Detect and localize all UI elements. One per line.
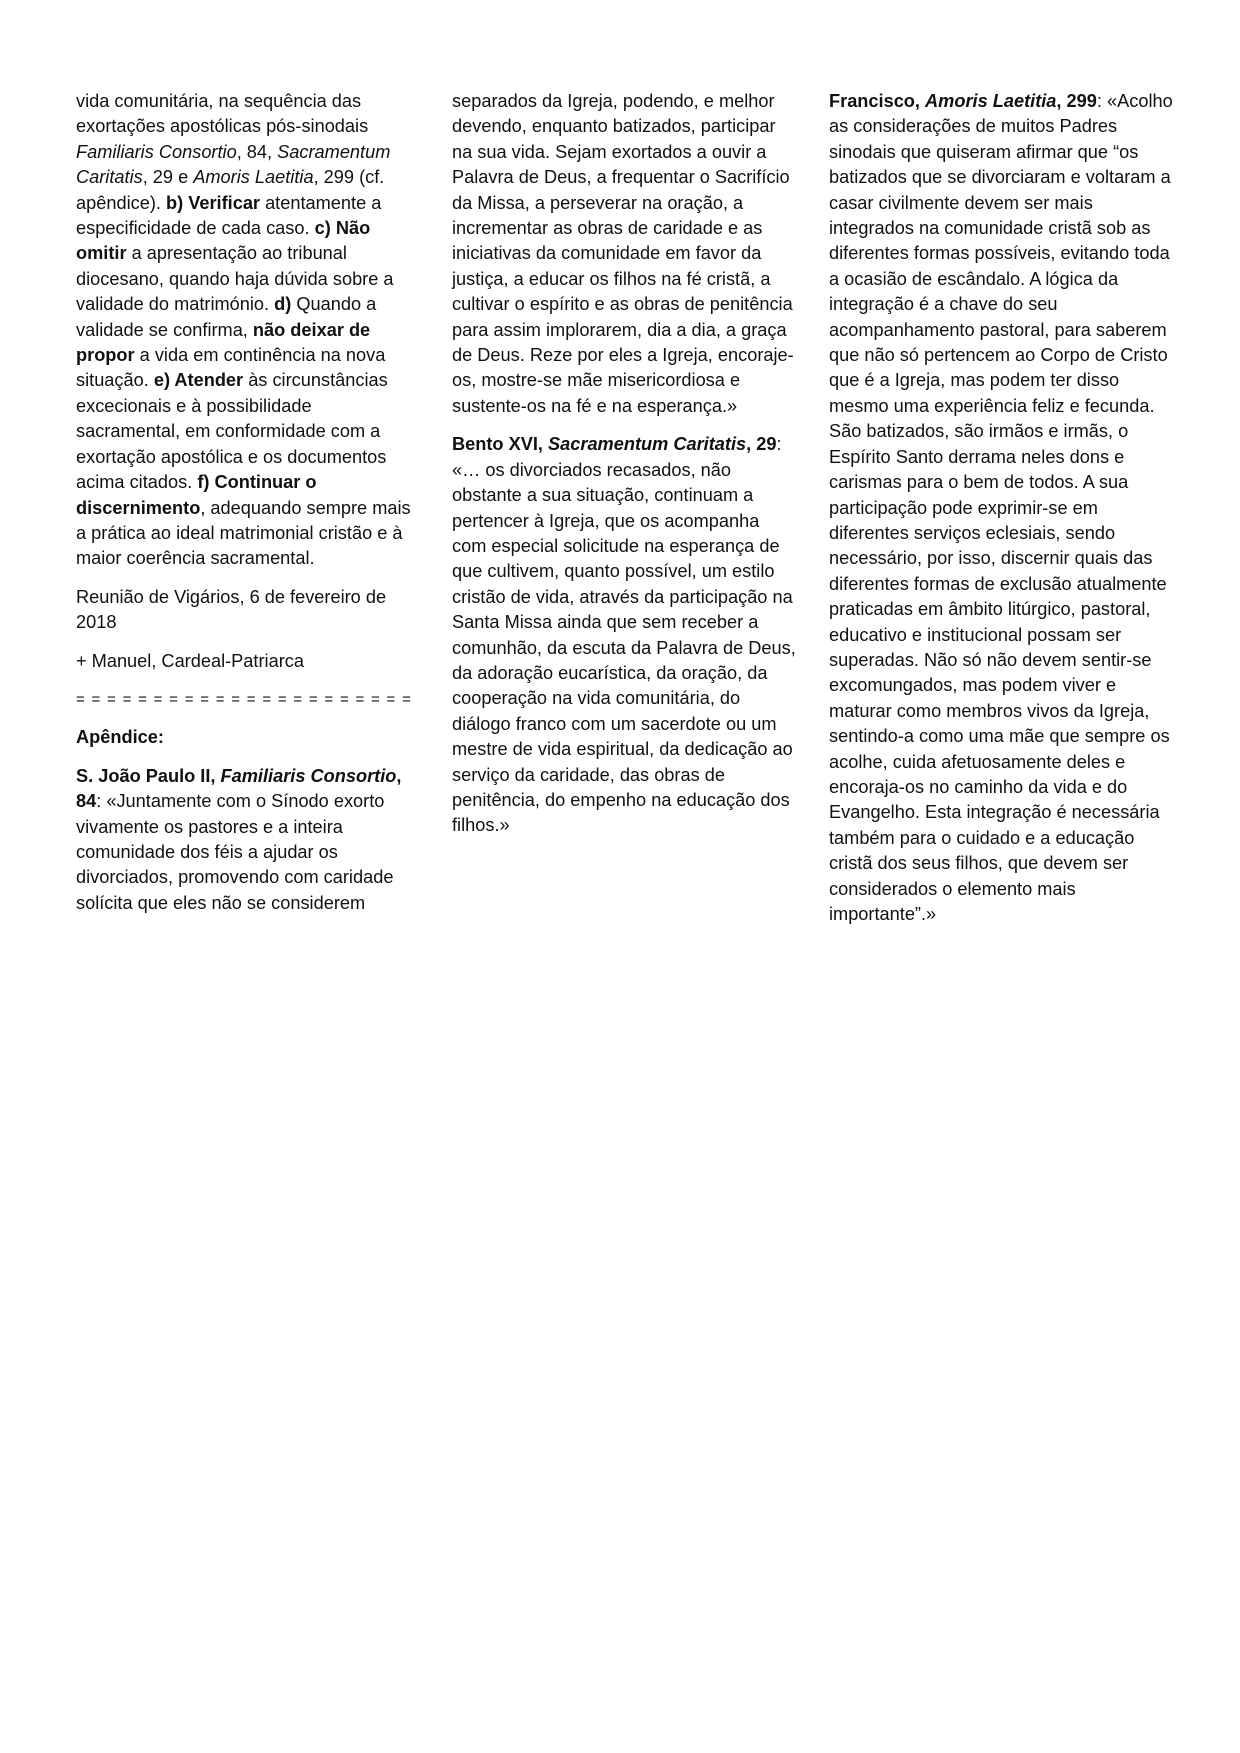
text: vida comunitária, na sequência das exortações apostólicas pós-sinodais (76, 91, 369, 137)
date-line: Reunião de Vigários, 6 de fevereiro de 2018 (76, 586, 387, 633)
point-d-text: a vida em continência na nova situação. (76, 345, 386, 391)
citation-quote: «Acolho as considerações de muitos Padres sinodais que quiseram afirmar que “os batizados que se divorciaram e voltaram a casar civilmente devem ser mais integrados na comunidade cristã sob as diferentes formas possíveis, evitando toda a ocasião de escândalo. A lógica da integração é a chave do seu acompanhamento pastoral, para saberem que não só pertencem ao Corpo de Cristo que é a Igreja, mas podem ter disso mesmo uma experiência feliz e fecunda. São batizados, são irmãos e irmãs, o Espírito Santo derrama neles dons e carismas para o bem de todos. A sua participação pode exprimir-se em diferentes serviços eclesiais, sendo necessário, por isso, discernir quais das diferentes formas de exclusão atualmente praticadas em âmbito litúrgico, pastoral, educativo e institucional possam ser superadas. Não só não devem sentir-se excomungados, mas podem viver e maturar como membros vivos da Igreja, sentindo-a como uma mãe que sempre os acolhe, cuida afetuosamente deles e encoraja-os no caminho da vida e do Evangelho. Esta integração é necessária também para o cuidado e a educação cristã dos seus filhos, que devem ser considerados o elemento mais importante”.» (829, 91, 1173, 924)
citation-sacramentum-caritatis (452, 432, 797, 839)
citation-amoris-laetitia (829, 89, 1174, 927)
point-c-label: c) Não omitir (76, 218, 371, 264)
signature: + Manuel, Cardeal-Patriarca (76, 650, 304, 671)
citation-quote-continued: separados da Igreja, podendo, e melhor devendo, enquanto batizados, participar na sua vida. Sejam exortados a ouvir a Palavra de Deus, a frequentar o Sacrifício da Missa, a perseverar na oração, a incrementar as obras de caridade e as iniciativas da comunidade em favor da justiça, a educar os filhos na fé cristã, a cultivar o espírito e as obras de penitência para assim implorarem, dia a dia, a graça de Deus. Reze por eles a Igreja, encoraje-os, mostre-se mãe misericordiosa e sustente-os na fé e na esperança.» (452, 91, 794, 416)
point-c-text: a apresentação ao tribunal diocesano, quando haja dúvida sobre a validade do matrimónio. (76, 243, 394, 315)
citation-author: S. João Paulo II, (76, 765, 221, 786)
point-f-text: , adequando sempre mais a prática ao ideal matrimonial cristão e à maior coerência sacramental. (76, 497, 411, 569)
citation-colon: : (776, 434, 782, 455)
point-d-emphasis: não deixar de propor (76, 319, 371, 366)
citation-number: , 84 (76, 765, 402, 812)
citation-colon: : (96, 791, 102, 812)
citation-quote: «Juntamente com o Sínodo exorto vivamente os pastores e a inteira comunidade dos féis a ajudar os divorciados, promovendo com caridade solícita que eles não se considerem (76, 791, 394, 913)
column-3 (829, 89, 1174, 940)
work-title: Amoris Laetitia (193, 167, 314, 188)
point-f-label: f) Continuar o discernimento (76, 472, 317, 518)
column-1 (76, 89, 416, 929)
citation-number: , 299 (1056, 91, 1097, 111)
text: , 84, (236, 141, 278, 162)
column-2 (452, 89, 797, 852)
text: , 299 (cf. apêndice). (76, 167, 385, 213)
appendix-heading: Apêndice: (76, 727, 164, 748)
citation-work: Sacramentum Caritatis (548, 434, 747, 455)
point-b-label: b) Verificar (166, 192, 261, 213)
point-e-text: às circunstâncias excecionais e à possibilidade sacramental, em conformidade com a exortação apostólica e os documentos acima citados. (76, 370, 388, 493)
citation-work: Familiaris Consortio (220, 765, 397, 786)
citation-colon: : (1096, 91, 1102, 111)
citation-number: , 29 (746, 434, 777, 455)
citation-author: Francisco, (829, 91, 926, 111)
point-e-label: e) Atender (153, 370, 244, 391)
work-title: Familiaris Consortio (76, 141, 237, 162)
citation-quote: «… os divorciados recasados, não obstante a sua situação, continuam a pertencer à Igreja, que os acompanha com especial solicitude na esperança de que cultivem, quanto possível, um estilo cristão de vida, através da participação na Santa Missa ainda que sem receber a comunhão, da escuta da Palavra de Deus, da adoração eucarística, da oração, da cooperação na vida comunitária, do diálogo franco com um sacerdote ou um mestre de vida espiritual, da dedicação ao serviço da caridade, das obras de penitência, do empenho na educação dos filhos.» (452, 459, 796, 836)
text: , 29 e (142, 167, 194, 188)
guidelines-paragraph (76, 89, 416, 572)
point-d-text: Quando a validade se confirma, (76, 294, 377, 340)
divider: = = = = = = = = = = = = = = = = = = = = = = (76, 690, 411, 708)
work-title: Sacramentum Caritatis (76, 141, 391, 188)
point-b-text: atentamente a especificidade de cada caso. (76, 192, 382, 239)
citation-author: Bento XVI, (452, 434, 548, 455)
citation-work: Amoris Laetitia (925, 91, 1057, 111)
point-d-label: d) (274, 294, 292, 315)
citation-familiaris-consortio (76, 764, 416, 916)
